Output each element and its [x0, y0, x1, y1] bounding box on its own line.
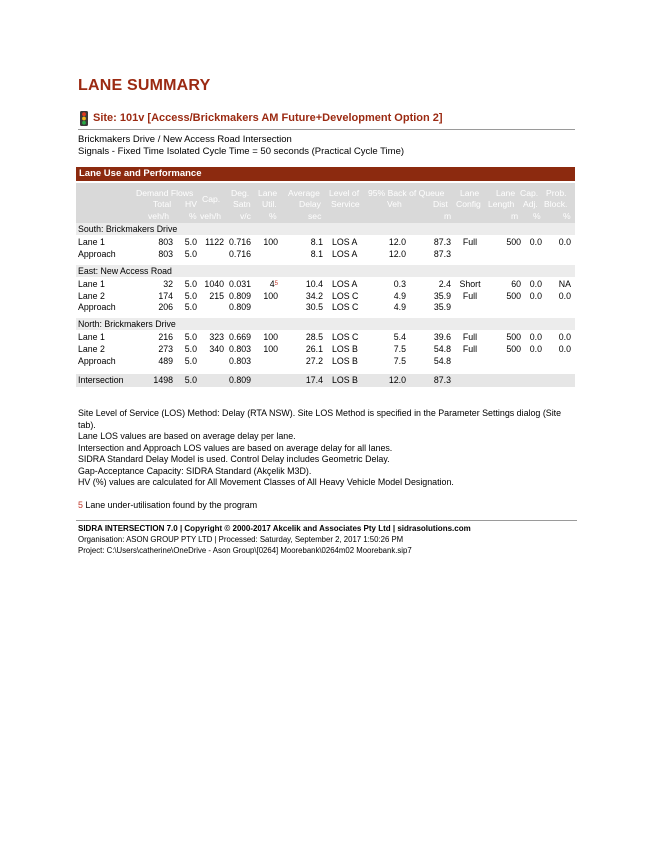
table-row	[76, 290, 575, 302]
cell-veh	[376, 290, 406, 302]
site-title: Site: 101v [Access/Brickmakers AM Future+Development Option 2]	[93, 112, 443, 124]
cell-los	[332, 278, 368, 290]
cell-los	[332, 343, 368, 355]
cell-hv-value: 5.0	[184, 302, 197, 313]
approach-section-header	[76, 318, 575, 330]
cell-veh-value: 12.0	[388, 375, 406, 385]
cell-cap	[197, 290, 224, 302]
cell-length	[486, 236, 521, 248]
col-lane: Lane	[258, 188, 278, 198]
cell-total	[136, 278, 173, 290]
note-line: SIDRA Standard Delay Model is used. Control Delay includes Geometric Delay.	[78, 454, 390, 464]
cell-veh-value: 4.9	[393, 302, 406, 313]
col-demand-flows: Demand Flows	[136, 188, 194, 198]
cell-total	[136, 290, 173, 302]
cell-hv-value: 5.0	[184, 332, 197, 343]
cell-cap-value: 1122	[205, 237, 224, 247]
cell-satn-value: 0.809	[228, 302, 251, 313]
cell-name-value: Lane 1	[78, 332, 105, 343]
cell-los-value: LOS C	[332, 332, 359, 343]
cell-veh-value: 7.5	[393, 356, 406, 366]
col-vehh-unit: veh/h	[148, 211, 170, 221]
cell-hv	[173, 301, 197, 313]
cell-delay-value: 34.2	[305, 290, 323, 301]
col-average: Average	[288, 188, 320, 198]
col-lane-config-a: Lane	[460, 188, 480, 198]
cell-dist	[421, 343, 451, 355]
cell-total-value: 1498	[153, 375, 173, 385]
cell-delay-value: 28.5	[305, 332, 323, 343]
cell-dist	[421, 290, 451, 302]
cell-length	[486, 278, 521, 290]
approach-name: East: New Access Road	[78, 265, 172, 276]
cell-veh	[376, 374, 406, 387]
cell-name-value: Intersection	[78, 375, 124, 385]
cell-delay-value: 10.4	[305, 278, 323, 289]
cell-length	[486, 331, 521, 343]
cell-veh	[376, 343, 406, 355]
table-row	[76, 301, 575, 313]
cell-delay	[291, 331, 323, 343]
cell-delay-value: 26.1	[305, 344, 323, 355]
cell-dist	[421, 374, 451, 387]
table-row	[76, 343, 575, 355]
approach-section-header	[76, 223, 575, 235]
cell-delay-value: 17.4	[305, 375, 323, 385]
cell-satn-value: 0.803	[228, 344, 251, 355]
footnote-number: 5	[78, 500, 83, 510]
col-cap-unit: veh/h	[200, 211, 222, 221]
cell-delay-value: 30.5	[305, 302, 323, 313]
cell-util	[256, 236, 278, 248]
col-level-of: Level of	[329, 188, 360, 198]
notes	[78, 408, 578, 489]
approach-section-header	[76, 265, 575, 277]
cell-config	[456, 331, 484, 343]
traffic-signal-icon	[80, 111, 88, 126]
cell-name-value: Approach	[78, 356, 116, 366]
cell-cap	[197, 236, 224, 248]
cell-name	[78, 301, 138, 313]
cell-dist-value: 2.4	[438, 278, 451, 289]
cell-name-value: Lane 1	[78, 237, 105, 247]
cell-los-value: LOS B	[332, 375, 358, 385]
cell-hv	[173, 331, 197, 343]
table-row	[76, 278, 575, 290]
cell-cap-value: 215	[209, 290, 224, 301]
cell-hv	[173, 290, 197, 302]
cell-dist	[421, 278, 451, 290]
cell-veh	[376, 248, 406, 260]
cell-util-value: 100	[263, 237, 278, 247]
cell-config	[456, 290, 484, 302]
footnote	[78, 500, 257, 510]
note-line: Gap-Acceptance Capacity: SIDRA Standard (Akçelik M3D).	[78, 465, 312, 476]
cell-dist-value: 87.3	[433, 237, 451, 247]
cell-total-value: 216	[158, 332, 173, 343]
cell-los	[332, 301, 368, 313]
cell-veh	[376, 355, 406, 367]
cell-adj-value: 0.0	[529, 237, 542, 247]
cell-block	[544, 278, 571, 290]
cell-adj	[521, 236, 542, 248]
cell-cap-value: 1040	[204, 278, 224, 289]
cell-name	[78, 278, 138, 290]
cell-los	[332, 374, 368, 387]
cell-config	[456, 343, 484, 355]
col-satn: Satn	[233, 199, 251, 209]
cell-los-value: LOS A	[332, 237, 358, 247]
cell-util	[256, 290, 278, 302]
cell-delay	[291, 343, 323, 355]
cell-block	[544, 290, 571, 302]
cell-delay-value: 8.1	[310, 237, 323, 247]
cell-los	[332, 331, 368, 343]
cell-satn	[224, 290, 251, 302]
cell-total-value: 273	[158, 344, 173, 355]
intersection-name: Brickmakers Drive / New Access Road Intersection	[78, 134, 292, 145]
cell-satn	[224, 355, 251, 367]
cell-hv	[173, 374, 197, 387]
cell-total	[136, 248, 173, 260]
cell-hv	[173, 343, 197, 355]
cell-cap	[197, 278, 224, 290]
cell-name-value: Approach	[78, 248, 116, 259]
table-section-header	[76, 167, 575, 181]
cell-veh-value: 0.3	[393, 278, 406, 289]
cell-name-value: Lane 2	[78, 290, 105, 301]
col-dist: Dist	[433, 199, 448, 209]
cell-satn	[224, 301, 251, 313]
cell-length	[486, 290, 521, 302]
footer-project: Project: C:\Users\catherine\OneDrive - Ason Group\[0264] Moorebank\0264m02 Moorebank.sip7	[78, 546, 412, 555]
cell-block-value: 0.0	[558, 332, 571, 343]
cell-dist	[421, 355, 451, 367]
cell-cap-value: 323	[209, 332, 224, 343]
cell-config-value: Short	[459, 278, 481, 289]
cell-name-value: Lane 1	[78, 278, 105, 289]
cell-dist-value: 54.8	[433, 344, 451, 355]
cell-veh-value: 5.4	[393, 332, 406, 343]
cell-util-value: 100	[263, 332, 278, 343]
cell-adj	[521, 290, 542, 302]
cell-cap	[197, 331, 224, 343]
col-total: Total	[153, 199, 172, 209]
cell-util	[256, 278, 278, 290]
col-cap-adj-a: Cap.	[520, 188, 539, 198]
cell-veh-value: 12.0	[388, 248, 406, 259]
col-m-unit: m	[444, 211, 452, 221]
cell-delay	[291, 248, 323, 260]
cell-satn	[224, 278, 251, 290]
col-length-unit: m	[511, 211, 519, 221]
col-service: Service	[331, 199, 360, 209]
cell-hv	[173, 355, 197, 367]
cell-block	[544, 343, 571, 355]
cell-veh	[376, 331, 406, 343]
cell-name	[78, 290, 138, 302]
site-heading	[78, 110, 575, 130]
cell-name	[78, 331, 138, 343]
note-line: HV (%) values are calculated for All Movement Classes of All Heavy Vehicle Model Designation.	[78, 477, 454, 487]
cell-config	[456, 236, 484, 248]
cell-los-value: LOS A	[332, 248, 358, 259]
cell-hv-value: 5.0	[184, 356, 197, 366]
cell-satn-value: 0.809	[228, 375, 251, 385]
cell-adj	[521, 331, 542, 343]
cell-name	[78, 236, 138, 248]
cell-hv	[173, 278, 197, 290]
cell-satn	[224, 236, 251, 248]
cell-los-value: LOS B	[332, 344, 358, 355]
col-adj-unit: %	[533, 211, 541, 221]
approach-name: North: Brickmakers Drive	[78, 319, 176, 330]
cell-veh-value: 4.9	[393, 290, 406, 301]
cell-adj-value: 0.0	[529, 332, 542, 343]
cell-delay	[291, 236, 323, 248]
util-footnote-marker: 5	[274, 280, 278, 287]
cell-los-value: LOS C	[332, 302, 359, 313]
cell-block	[544, 331, 571, 343]
cell-dist	[421, 236, 451, 248]
intersection-row	[76, 374, 575, 387]
cell-delay	[291, 290, 323, 302]
page-title: LANE SUMMARY	[78, 77, 211, 94]
table-row	[76, 248, 575, 260]
col-prob: Prob.	[546, 188, 567, 198]
footer-copyright: SIDRA INTERSECTION 7.0 | Copyright © 2000-2017 Akcelik and Associates Pty Ltd | sidrasolutions.com	[78, 524, 471, 533]
cell-length-value: 500	[506, 237, 521, 247]
cell-satn	[224, 248, 251, 260]
cell-satn	[224, 374, 251, 387]
col-hv: HV	[185, 199, 197, 209]
cell-veh	[376, 278, 406, 290]
cell-length	[486, 343, 521, 355]
cell-dist-value: 87.3	[433, 375, 451, 385]
cell-satn-value: 0.031	[228, 278, 251, 289]
cell-config	[456, 278, 484, 290]
table-column-headers	[76, 183, 575, 223]
cell-cap	[197, 343, 224, 355]
col-util: Util.	[262, 199, 277, 209]
cell-util-value: 100	[263, 290, 278, 301]
table-row	[76, 355, 575, 367]
cell-hv-value: 5.0	[184, 344, 197, 355]
cell-veh	[376, 301, 406, 313]
col-sec-unit: sec	[308, 211, 322, 221]
cell-length-value: 500	[506, 344, 521, 355]
cell-util	[256, 331, 278, 343]
cell-hv	[173, 236, 197, 248]
cell-los-value: LOS C	[332, 290, 359, 301]
cell-dist-value: 35.9	[433, 290, 451, 301]
cell-satn-value: 0.803	[228, 356, 251, 366]
cell-delay	[291, 374, 323, 387]
cell-block	[544, 236, 571, 248]
col-delay: Delay	[299, 199, 321, 209]
col-hv-unit: %	[189, 211, 197, 221]
cell-config-value: Full	[462, 344, 478, 355]
cell-length-value: 500	[506, 290, 521, 301]
cell-hv-value: 5.0	[184, 278, 197, 289]
cell-cap-value: 340	[209, 344, 224, 355]
cell-dist-value: 39.6	[433, 332, 451, 343]
cell-dist-value: 54.8	[433, 356, 451, 366]
cell-total-value: 803	[158, 237, 173, 247]
cell-name-value: Approach	[78, 302, 116, 313]
cell-satn	[224, 343, 251, 355]
cell-delay	[291, 355, 323, 367]
cell-name	[78, 355, 138, 367]
cell-length-value: 500	[506, 332, 521, 343]
cell-adj	[521, 278, 542, 290]
cell-satn	[224, 331, 251, 343]
cell-adj-value: 0.0	[529, 278, 542, 289]
note-line: Site Level of Service (LOS) Method: Delay (RTA NSW). Site LOS Method is specified in the Parameter Settings dialog (Site tab).	[78, 408, 562, 430]
table-section-title: Lane Use and Performance	[79, 168, 202, 179]
cell-total-value: 489	[158, 356, 173, 366]
cell-dist-value: 87.3	[433, 248, 451, 259]
cell-config-value: Full	[462, 290, 478, 301]
cell-delay	[291, 278, 323, 290]
cell-name-value: Lane 2	[78, 344, 105, 355]
cell-total	[136, 355, 173, 367]
cell-los	[332, 290, 368, 302]
cell-name	[78, 374, 138, 387]
cell-veh-value: 7.5	[393, 344, 406, 355]
cell-total	[136, 374, 173, 387]
col-config: Config	[456, 199, 481, 209]
col-block: Block.	[544, 199, 568, 209]
footer-divider	[76, 520, 577, 521]
cell-delay-value: 8.1	[310, 248, 323, 259]
cell-hv	[173, 248, 197, 260]
cell-util-value: 100	[263, 344, 278, 355]
footnote-text: Lane under-utilisation found by the program	[85, 500, 258, 510]
cell-satn-value: 0.669	[228, 332, 251, 343]
cell-delay	[291, 301, 323, 313]
col-block-unit: %	[563, 211, 571, 221]
cell-adj-value: 0.0	[529, 290, 542, 301]
col-cap: Cap.	[202, 194, 221, 204]
footer-organisation: Organisation: ASON GROUP PTY LTD | Processed: Saturday, September 2, 2017 1:50:26 PM	[78, 535, 404, 544]
cell-config-value: Full	[462, 332, 478, 343]
col-length: Length	[488, 199, 515, 209]
cell-name	[78, 248, 138, 260]
table-row	[76, 331, 575, 343]
cell-satn-value: 0.716	[228, 248, 251, 259]
cell-dist	[421, 248, 451, 260]
cell-los	[332, 236, 368, 248]
cell-block-value: 0.0	[558, 344, 571, 355]
col-vc-unit: v/c	[240, 211, 251, 221]
note-line: Lane LOS values are based on average delay per lane.	[78, 431, 296, 441]
cell-total	[136, 343, 173, 355]
cell-block-value: 0.0	[558, 290, 571, 301]
cell-name	[78, 343, 138, 355]
cell-adj-value: 0.0	[529, 344, 542, 355]
cell-satn-value: 0.809	[228, 290, 251, 301]
col-util-unit: %	[269, 211, 277, 221]
cell-total-value: 32	[163, 278, 173, 289]
cell-block-value: 0.0	[558, 237, 571, 247]
cell-total	[136, 331, 173, 343]
cell-hv-value: 5.0	[184, 375, 197, 385]
col-lane-length-a: Lane	[496, 188, 516, 198]
cell-util	[256, 343, 278, 355]
cell-adj	[521, 343, 542, 355]
cell-total	[136, 301, 173, 313]
cell-dist-value: 35.9	[433, 302, 451, 313]
col-adj: Adj.	[523, 199, 538, 209]
cell-total-value: 803	[158, 248, 173, 259]
cell-veh	[376, 236, 406, 248]
signals-info: Signals - Fixed Time Isolated Cycle Time = 50 seconds (Practical Cycle Time)	[78, 146, 405, 157]
table-row	[76, 236, 575, 248]
col-deg: Deg.	[231, 188, 250, 198]
cell-veh-value: 12.0	[388, 237, 406, 247]
cell-los-value: LOS B	[332, 356, 358, 366]
cell-config-value: Full	[462, 237, 478, 247]
cell-dist	[421, 301, 451, 313]
cell-hv-value: 5.0	[184, 237, 197, 247]
cell-total-value: 174	[158, 290, 173, 301]
cell-los-value: LOS A	[332, 278, 358, 289]
cell-util-value: 4	[269, 278, 275, 289]
cell-total	[136, 236, 173, 248]
cell-satn-value: 0.716	[228, 237, 251, 247]
cell-hv-value: 5.0	[184, 290, 197, 301]
cell-dist	[421, 331, 451, 343]
cell-hv-value: 5.0	[184, 248, 197, 259]
cell-block-value: NA	[558, 278, 571, 289]
cell-delay-value: 27.2	[305, 356, 323, 366]
cell-los	[332, 248, 368, 260]
col-back-of-queue: 95% Back of Queue	[368, 188, 445, 198]
cell-length-value: 60	[511, 278, 521, 289]
cell-los	[332, 355, 368, 367]
cell-total-value: 206	[158, 302, 173, 313]
col-veh: Veh	[387, 199, 402, 209]
approach-name: South: Brickmakers Drive	[78, 224, 178, 234]
note-line: Intersection and Approach LOS values are based on average delay for all lanes.	[78, 442, 393, 453]
